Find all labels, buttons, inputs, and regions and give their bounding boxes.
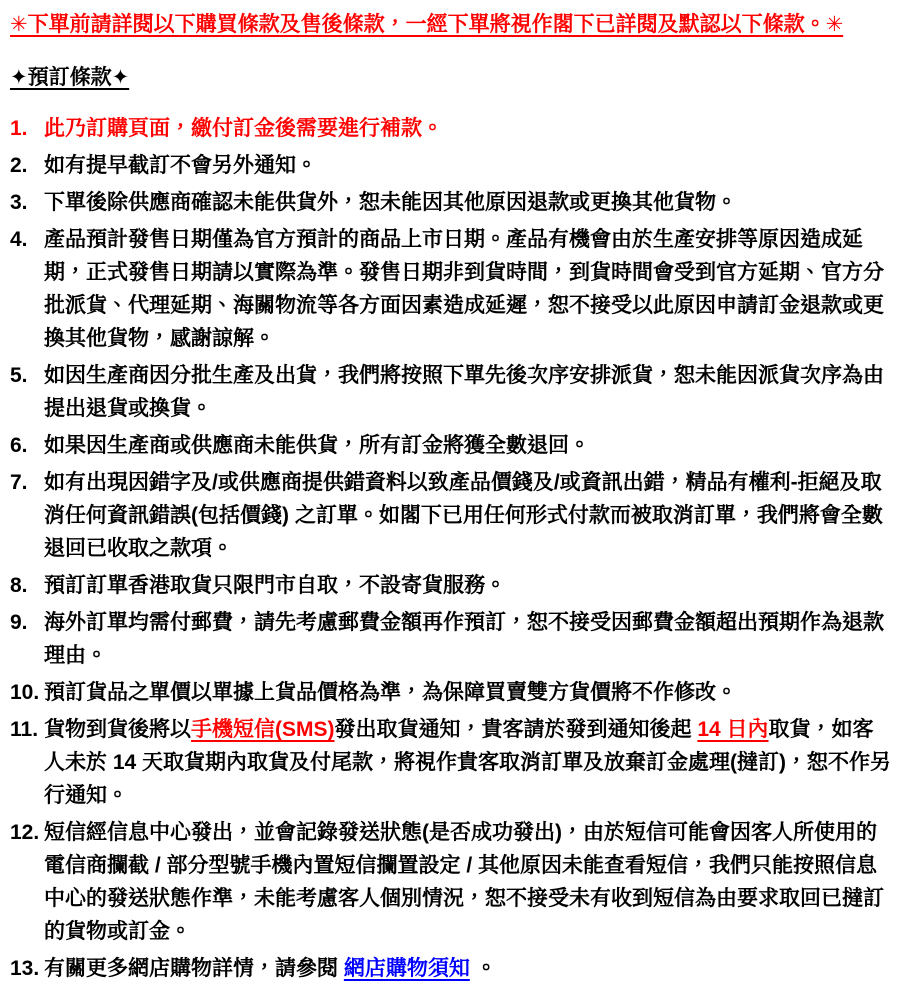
- term-text: 如因生產商因分批生產及出貨，我們將按照下單先後次序安排派貨，恕未能因派貨次序為由提出退貨或換貨。: [44, 364, 884, 420]
- term-text: 下單後除供應商確認未能供貨外，恕未能因其他原因退款或更換其他貨物。: [44, 191, 737, 214]
- term-text: 取貨，如客人未於 14 天取貨期內取貨及付尾款，將視作貴客取消訂單及放棄訂金處理(撻訂)，恕不作另行通知。: [44, 718, 892, 807]
- term-text: 產品預計發售日期僅為官方預計的商品上市日期。產品有機會由於生產安排等原因造成延期，正式發售日期請以實際為準。發售日期非到貨時間，到貨時間會受到官方延期、官方分批派貨、代理延期、海關物流等各方面因素造成延遲，恕不接受以此原因申請訂金退款或更換其他貨物，感謝諒解。: [44, 228, 884, 350]
- term-item-number: 11.: [10, 718, 39, 741]
- preorder-terms-section-title: ✦預訂條款✦: [10, 66, 130, 89]
- term-text: 短信經信息中心發出，並會記錄發送狀態(是否成功發出)，由於短信可能會因客人所使用的電信商攔截 / 部分型號手機內置短信攔置設定 / 其他原因未能查看短信，我們只能按照信息中心的發送狀態作準，未能考慮客人個別情況，恕不接受未有收到短信為由要求取回已撻訂的貨物或訂金。: [44, 821, 884, 943]
- term-item: [10, 429, 893, 462]
- term-item-number: 13.: [10, 957, 40, 980]
- term-text: 海外訂單均需付郵費，請先考慮郵費金額再作預訂，恕不接受因郵費金額超出預期作為退款理由。: [44, 611, 884, 667]
- purchase-terms-warning: ✳下單前請詳閱以下購買條款及售後條款，一經下單將視作閣下已詳閱及默認以下條款。✳: [10, 13, 844, 36]
- term-item: [10, 952, 893, 985]
- term-item: [10, 359, 893, 425]
- term-item: [10, 606, 893, 672]
- term-text: 預訂貨品之單價以單據上貨品價格為準，為保障買賣雙方貨價將不作修改。: [44, 681, 737, 704]
- term-item-number: 4.: [10, 228, 28, 251]
- term-item-number: 1.: [10, 117, 28, 140]
- term-item: [10, 816, 893, 948]
- term-item-number: 7.: [10, 471, 28, 494]
- term-text: 預訂訂單香港取貨只限門市自取，不設寄貨服務。: [44, 574, 506, 597]
- term-item: [10, 112, 893, 145]
- term-item-number: 5.: [10, 364, 28, 387]
- term-text: 。: [469, 957, 497, 980]
- term-item: [10, 676, 893, 709]
- sms-notice-highlight: 手機短信(SMS): [191, 718, 335, 741]
- term-item-number: 6.: [10, 434, 28, 457]
- term-text: 發出取貨通知，貴客請於發到通知後起: [334, 718, 698, 741]
- term-item: [10, 186, 893, 219]
- store-shopping-notice-link[interactable]: 網店購物須知: [343, 957, 470, 980]
- term-item-number: 10.: [10, 681, 40, 704]
- term-item-number: 12.: [10, 821, 40, 844]
- term-text: 如果因生產商或供應商未能供貨，所有訂金將獲全數退回。: [44, 434, 590, 457]
- term-text: 如有提早截訂不會另外通知。: [44, 154, 317, 177]
- term-item: [10, 466, 893, 565]
- term-text: 有關更多網店購物詳情，請參閱: [44, 957, 344, 980]
- term-text: 此乃訂購頁面，繳付訂金後需要進行補款。: [44, 117, 443, 140]
- term-item: [10, 713, 893, 812]
- term-item: [10, 569, 893, 602]
- term-text: 貨物到貨後將以: [44, 718, 191, 741]
- terms-list: [10, 112, 893, 985]
- term-item: [10, 223, 893, 355]
- term-text: 如有出現因錯字及/或供應商提供錯資料以致產品價錢及/或資訊出錯，精品有權利-拒絕及取消任何資訊錯誤(包括價錢) 之訂單。如閣下已用任何形式付款而被取消訂單，我們將會全數退回已收取之款項。: [44, 471, 883, 560]
- term-item: [10, 149, 893, 182]
- term-item-number: 8.: [10, 574, 28, 597]
- term-item-number: 9.: [10, 611, 28, 634]
- term-item-number: 2.: [10, 154, 28, 177]
- term-item-number: 3.: [10, 191, 28, 214]
- pickup-deadline-highlight: 14 日內: [697, 718, 769, 741]
